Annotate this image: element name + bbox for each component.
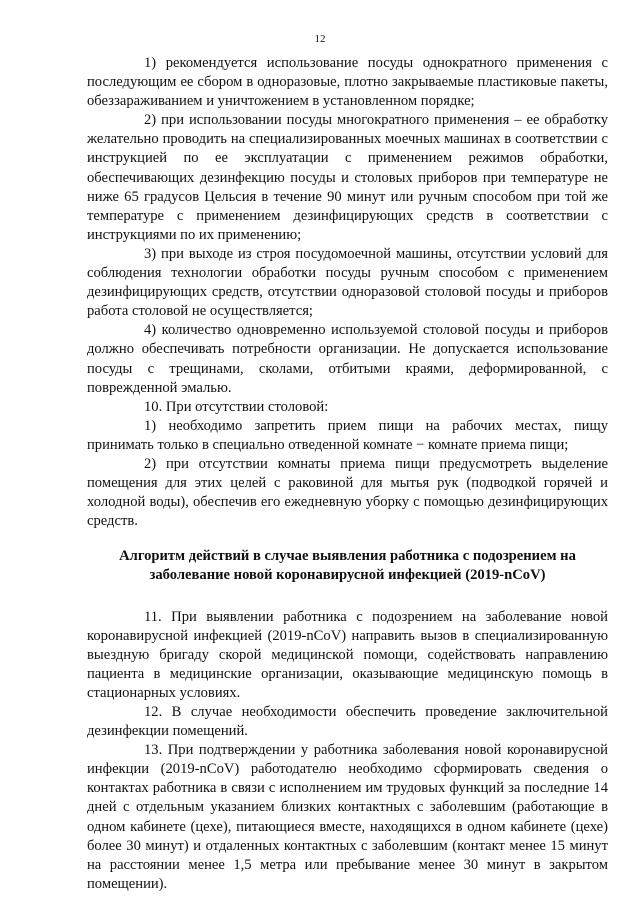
- paragraph-no-eating-room: 2) при отсутствии комнаты приема пищи предусмотреть выделение помещения для этих целей с раковиной для мытья рук (подводкой горячей и холодной воды), обеспечив его ежедневную уборку с помощью дезинфицирующих средств.: [87, 455, 608, 530]
- paragraph-dish-quantity: 4) количество одновременно используемой столовой посуды и приборов должно обеспечивать потребности организации. Не допускается использование посуды с трещинами, сколами, отбитыми краями, деформированной, с поврежденной эмалью.: [87, 322, 608, 396]
- paragraph-eating-room: 1) необходимо запретить прием пищи на рабочих местах, пищу принимать только в специально отведенной комнате − комнате приема пищи;: [87, 417, 608, 453]
- paragraph-disposable-dishes: 1) рекомендуется использование посуды однократного применения с последующим ее сбором в одноразовые, плотно закрываемые пластиковые пакеты, обеззараживанием и уничтожением в установленном порядке;: [87, 55, 608, 110]
- paragraph-12: 12. В случае необходимости обеспечить проведение заключительной дезинфекции помещений.: [87, 704, 608, 740]
- paragraph-dishwasher-failure: 3) при выходе из строя посудомоечной машины, отсутствии условий для соблюдения технологии обработки посуды ручным способом с применением дезинфицирующих средств, отсутствии одноразовой столовой посуды и приборов работа столовой не осуществляется;: [87, 245, 608, 320]
- paragraph-no-canteen: 10. При отсутствии столовой:: [144, 398, 329, 415]
- document-body: [87, 54, 608, 894]
- page-number: 12: [314, 33, 326, 45]
- paragraph-13: 13. При подтверждении у работника заболевания новой коронавирусной инфекции (2019-nCoV) работодателю необходимо сформировать сведения о контактах работника в связи с исполнением им трудовых функций за последние 14 дней с отдельным указанием близких контактных с заболевшим (работающие в одном кабинете (цехе), питающиеся вместе, находящихся в одном кабинете (цехе) более 30 минут) и отдаленных контактных с заболевшим (контакт менее 15 минут на расстоянии менее 1,5 метра или пребывание менее 30 минут в закрытом помещении).: [87, 742, 608, 892]
- section-heading: Алгоритм действий в случае выявления работника с подозрением на заболевание новой коронавирусной инфекцией (2019-nCoV): [119, 548, 576, 584]
- paragraph-11: 11. При выявлении работника с подозрением на заболевание новой коронавирусной инфекцией (2019-nCoV) направить вызов в специализированную выездную бригаду скорой медицинской помощи, содействовать направлению пациента в медицинские организации, оказывающие медицинскую помощь в стационарных условиях.: [87, 608, 608, 701]
- paragraph-reusable-dishes: 2) при использовании посуды многократного применения – ее обработку желательно проводить на специализированных моечных машинах в соответствии с инструкцией по ее эксплуатации с применением режимов обработки, обеспечивающих дезинфекцию посуды и столовых приборов при температуре не ниже 65 градусов Цельсия в течение 90 минут или ручным способом при той же температуре с применением дезинфицирующих средств в соответствии с инструкциями по их применению;: [87, 112, 608, 243]
